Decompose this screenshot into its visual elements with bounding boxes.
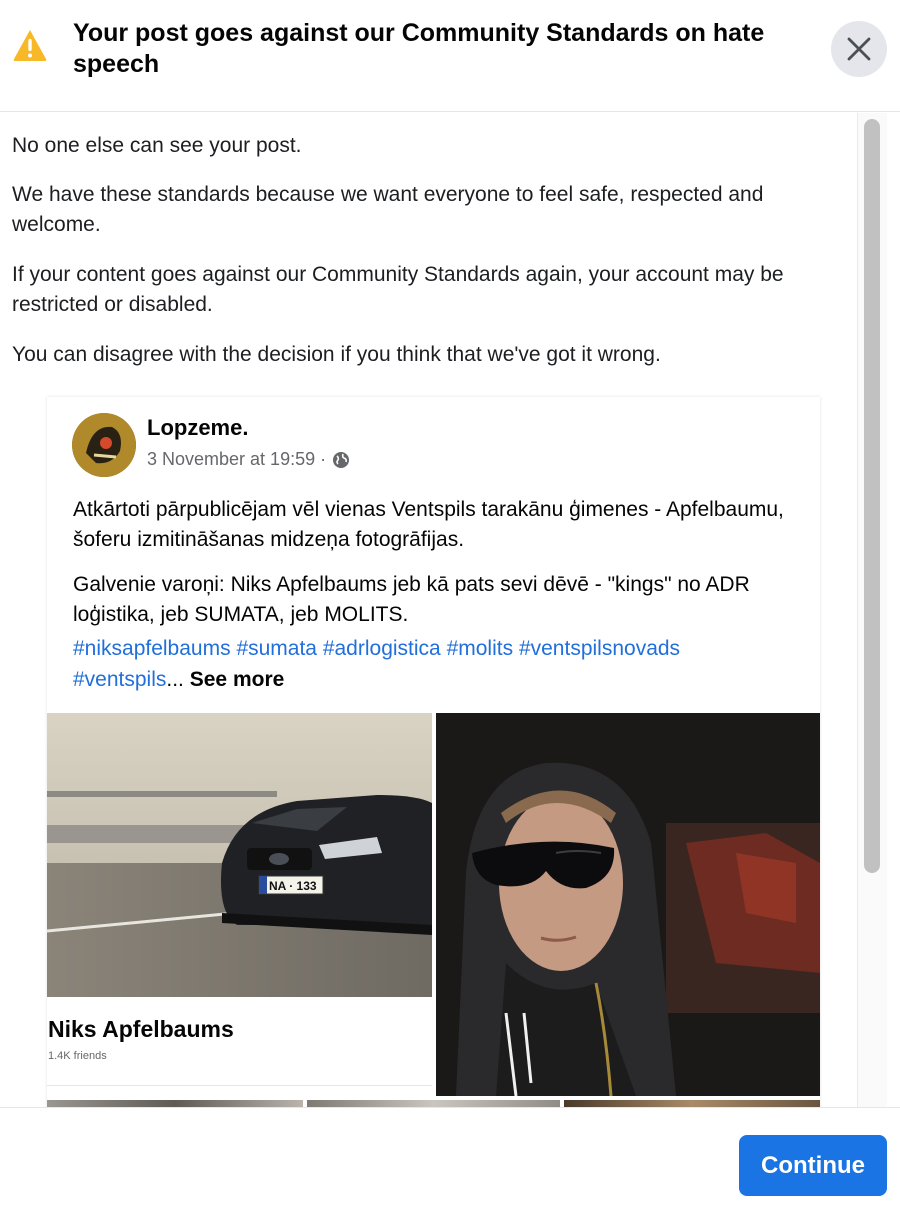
close-icon (846, 36, 872, 62)
hashtag-link[interactable]: #ventspilsnovads (518, 637, 681, 660)
profile-name: Niks Apfelbaums (48, 1016, 234, 1042)
post-photo-thumbnail[interactable] (564, 1100, 820, 1107)
ellipsis: ... (166, 668, 184, 691)
post-preview (47, 397, 820, 1107)
profile-friends-count: 1.4K friends (48, 1050, 107, 1062)
notice-account-warning: If your content goes against our Community Standards again, your account may be restricted or disabled. (12, 263, 784, 316)
see-more-link[interactable]: See more (189, 668, 285, 691)
post-hashtags (73, 633, 803, 695)
scrollbar-thumb[interactable] (864, 119, 880, 873)
hashtag-link[interactable]: #molits (446, 637, 514, 660)
notice-standards-reason: We have these standards because we want everyone to feel safe, respected and welcome. (12, 183, 764, 236)
hashtag-link[interactable]: #niksapfelbaums (73, 637, 231, 660)
avatar (72, 413, 136, 477)
dialog-title: Your post goes against our Community Standards on hate speech (73, 19, 765, 78)
hashtag-link[interactable]: #sumata (236, 637, 317, 660)
post-photo-car-profile[interactable] (47, 713, 432, 1091)
close-button[interactable] (831, 21, 887, 77)
dialog-header (0, 0, 900, 112)
post-author[interactable]: Lopzeme. (147, 415, 249, 440)
person-photo-image (436, 713, 820, 1096)
globe-icon (332, 451, 350, 469)
post-timestamp[interactable]: 3 November at 19:59 · (147, 449, 327, 469)
post-text-paragraph: Galvenie varoņi: Niks Apfelbaums jeb kā pats sevi dēvē - "kings" no ADR loģistika, jeb SUMATA, jeb MOLITS. (73, 573, 750, 626)
post-photo-thumbnail[interactable] (307, 1100, 560, 1107)
dialog-footer (0, 1107, 900, 1206)
post-photo-thumbnail[interactable] (47, 1100, 303, 1107)
warning-icon (12, 28, 48, 62)
post-meta (147, 449, 350, 470)
hashtag-link[interactable]: #adrlogistica (322, 637, 441, 660)
post-text-paragraph: Atkārtoti pārpublicējam vēl vienas Ventspils tarakānu ģimenes - Apfelbaumu, šoferu izmitināšanas midzeņa fotogrāfijas. (73, 498, 784, 551)
continue-button[interactable]: Continue (739, 1135, 887, 1196)
dialog-body (0, 113, 900, 1107)
notice-private: No one else can see your post. (12, 134, 302, 157)
hashtag-link[interactable]: #ventspils (73, 668, 167, 691)
license-plate: NA · 133 (269, 879, 317, 893)
notice-disagree: You can disagree with the decision if you think that we've got it wrong. (12, 343, 661, 366)
post-photo-person[interactable] (436, 713, 820, 1096)
